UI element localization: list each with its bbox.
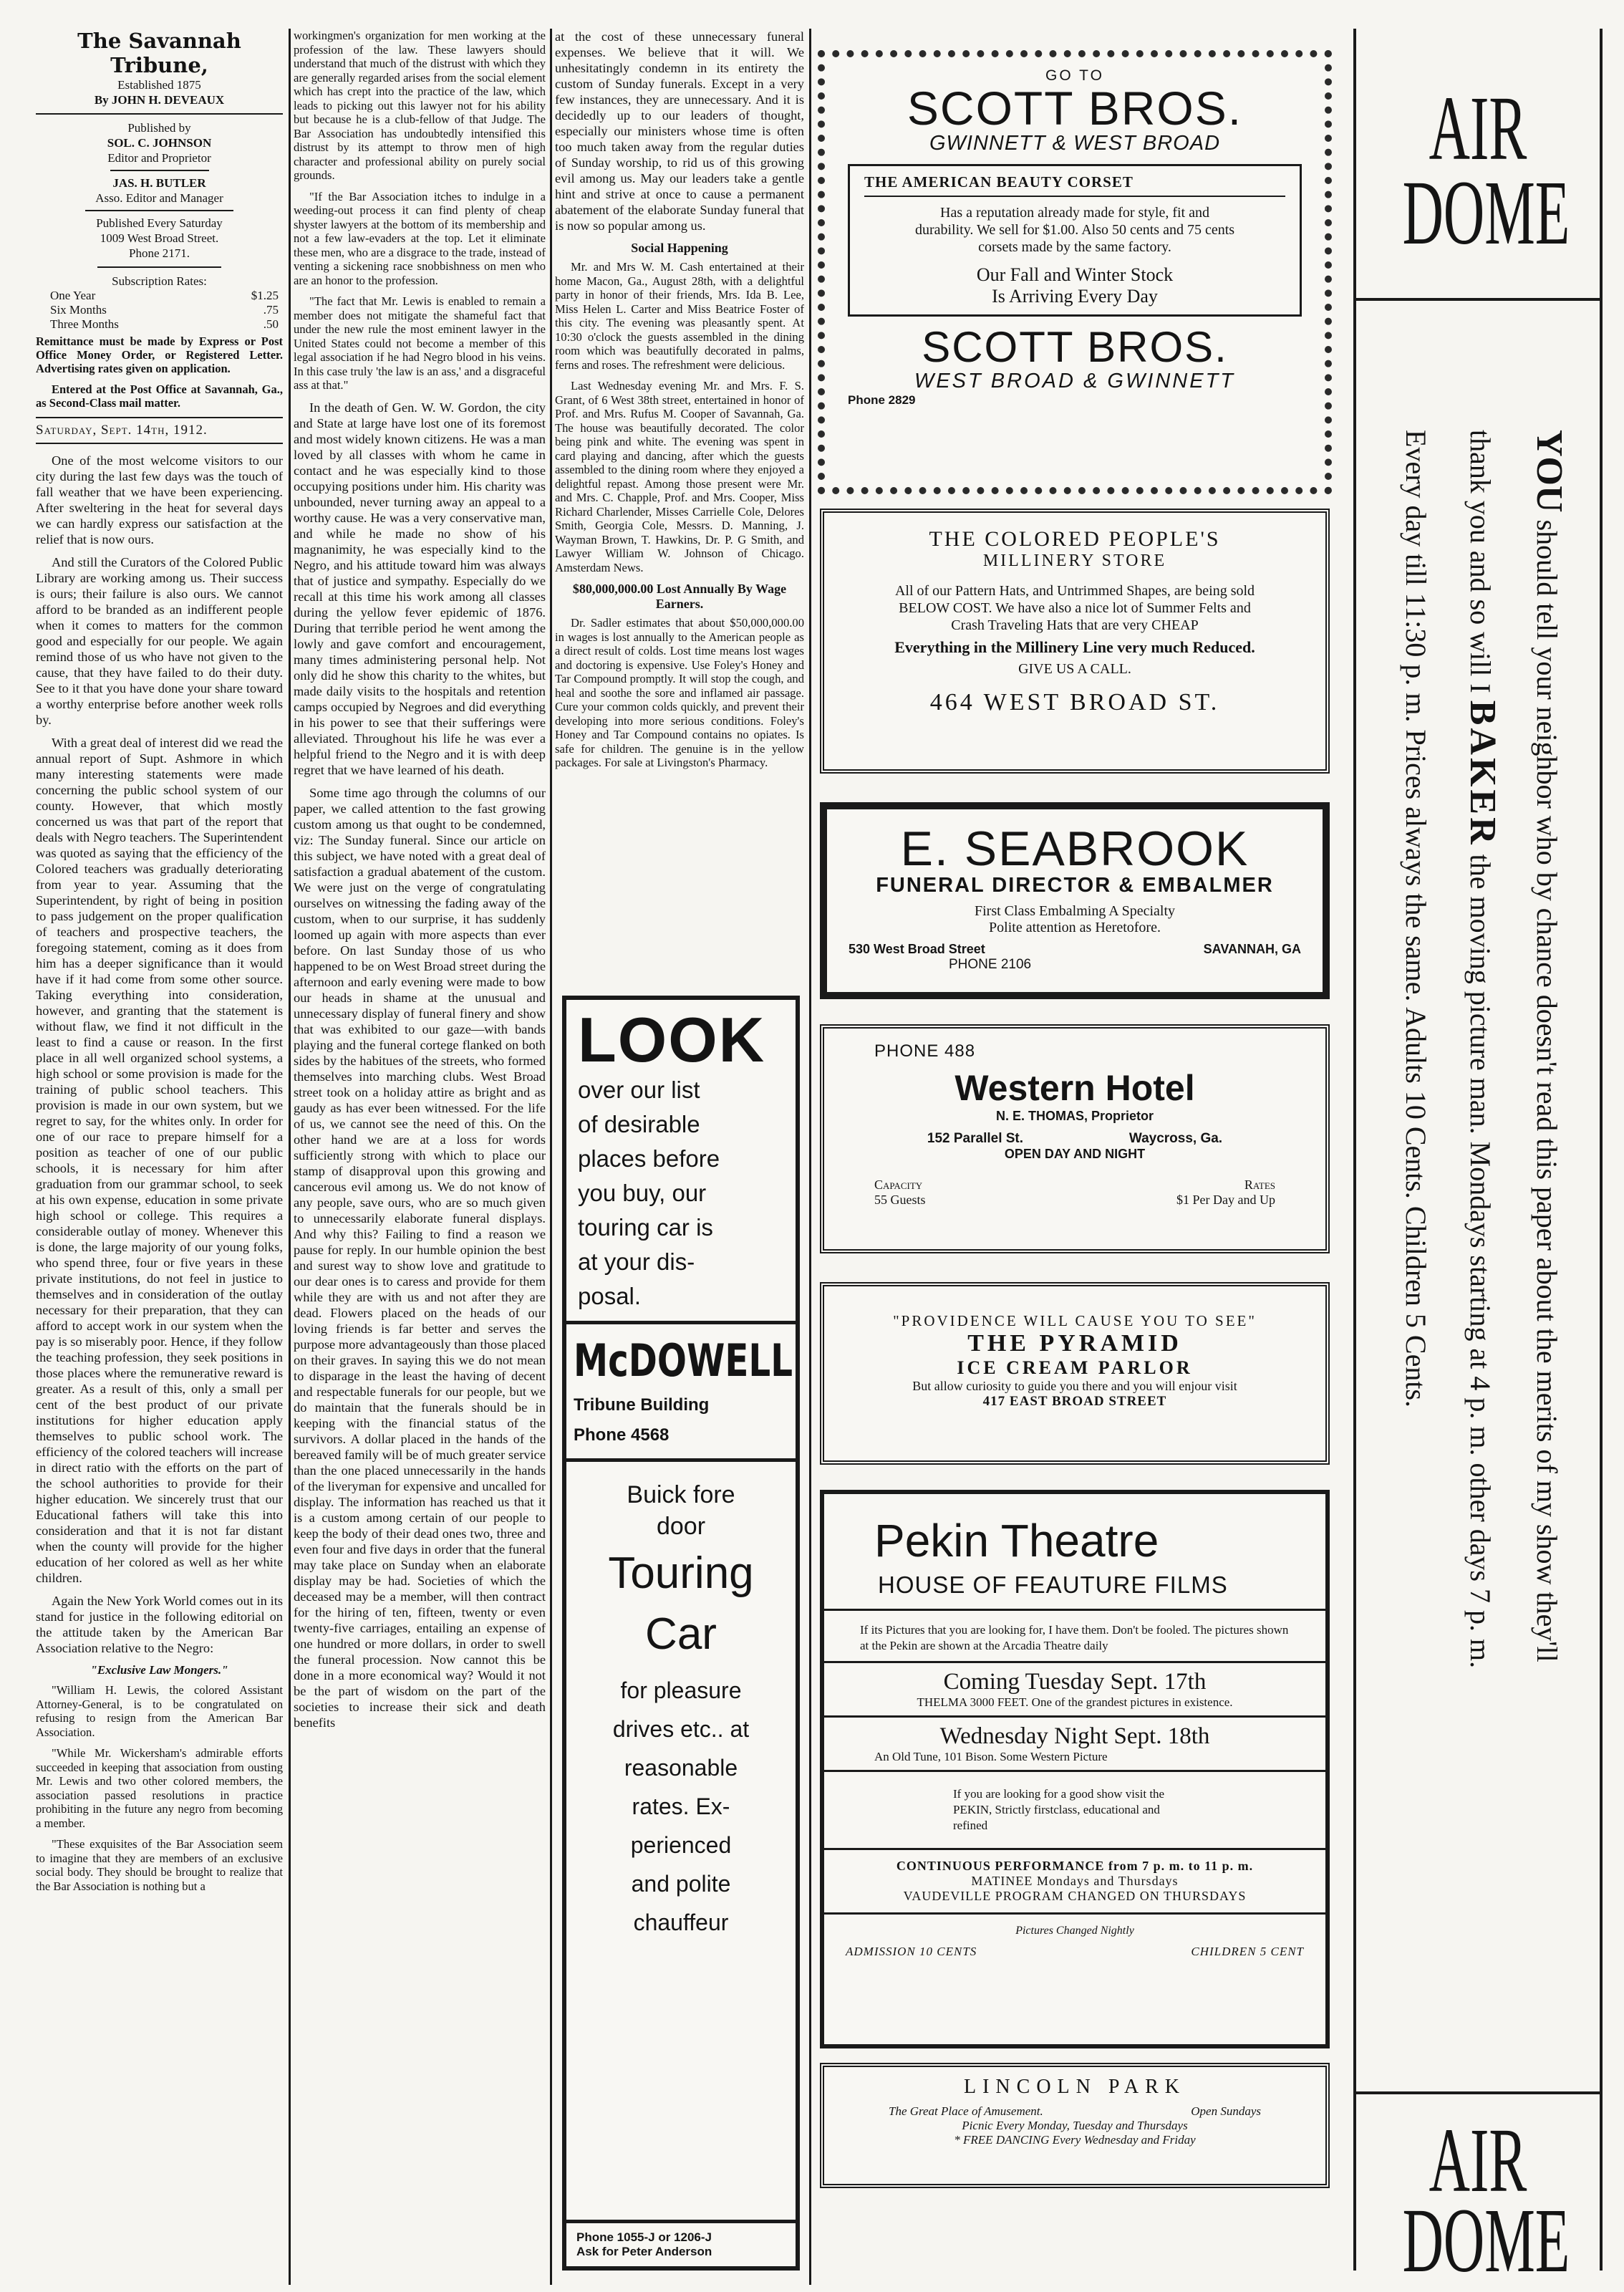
masthead-title: The Savannah Tribune, <box>77 29 241 77</box>
masthead-publisher-role: Editor and Proprietor <box>107 151 211 165</box>
seabrook-title: FUNERAL DIRECTOR & EMBALMER <box>876 874 1274 897</box>
corset-box <box>848 164 1302 317</box>
scott-address: GWINNETT & WEST BROAD <box>929 132 1221 155</box>
car-line: Buick fore <box>627 1481 735 1508</box>
mcdowell-footer: Phone 1055-J or 1206-J <box>576 2230 712 2244</box>
column-1 <box>36 29 283 2285</box>
masthead-published-by: Published by <box>127 121 191 135</box>
headline-loss: $80,000,000.00 Lost Annually By Wage Earners. <box>572 582 787 611</box>
column-rule <box>550 29 552 2285</box>
pyramid-ad <box>820 1282 1330 1465</box>
paragraph: With a great deal of interest did we read the annual report of Supt. Ashmore in which many interesting statements were made concerning the public school system of our county. However, that which mostly concerned us was that part of the report that deals with Negro teachers. The Superintendent was quoted as saying that the efficiency of the Colored teachers was gradually deteriorating from year to year. Assuming that the Superintendent, by right of being in position to pass judgement on the proper qualification of teachers and prospective teachers, the foregoing statement, coming as it does from him has a deeper significance than it would have if it had come from some other source. Taking everything into consideration, however, and granting that the statement is without flaw, we find it not difficult in the least to find a cause or reason. In the first place in all well organized school systems, a high school or some provision is made for the training of public school teachers. This provision is made in our own system, but we regret to say, for the whites only. In order for one of our race to prepare himself for a position as teacher of one of our public schools, it is necessary for him after graduation from our grammar school, to seek at his own expense, education in some private high school or college. This requires a considerable outlay of money. Whenever this is done, the large majority of our young folks, who spend three, four or five years in these private institutions, do not feel in justice to themselves and in consideration of the outlay necessary for their preparation, that they can afford to accept work in our system when the pay is so miserably poor. Hence, if they follow the teaching profession, they seek positions in those places where the remunerative reward is greater. As a result of this, only a small per cent of the best product of our private institutions for higher education apply themselves to public school work. The efficiency of the colored teachers will increase in direct ratio with the efforts on the part of the school authorities to provide for their higher education. We sincerely trust that our Educational fathers will take this into consideration and that it is not far distant when the county will provide for the higher education of her colored as well as her white children. <box>36 736 283 1585</box>
pekin-coming: Coming Tuesday Sept. 17th <box>943 1669 1207 1695</box>
look-line: places before <box>578 1145 720 1172</box>
scott-goto: GO TO <box>1045 67 1104 84</box>
seabrook-phone: PHONE 2106 <box>949 957 1032 972</box>
airdome-line: the moving picture man. Mondays starting at 4 p. m. other days 7 p. m. <box>1464 847 1497 1669</box>
paragraph: "The fact that Mr. Lewis is enabled to remain a member does not mitigate the shameful fact that under the new rule the most eminent lawyer in the United States could not become a member of this legal association if he had Negro blood in his veins. In this case truly 'the law is an ass,' and a disgraceful ass at that." <box>294 294 546 392</box>
mcdowell-name: McDOWELL <box>574 1334 793 1387</box>
seabrook-ad <box>820 802 1330 999</box>
airdome-vertical-text <box>1383 430 1581 2077</box>
capacity-label: Capacity <box>874 1178 923 1192</box>
paragraph: Dr. Sadler estimates that about $50,000,000.00 in wages is lost annually to the American people as a direct result of colds. Lost time means lost wages and doctoring is expensive. Use Foley's Honey and Tar Compound promptly. It will stop the cough, and heal and soothe the sore and inflamed air passage. Cure your common colds quickly, and prevent their developing into more serious conditions. Foley's Honey and Tar Compound contains no opiates. Is safe for children. The genuine is in the yellow packages. For sale at Livingston's Pharmacy. <box>555 616 804 769</box>
car-line: for pleasure <box>620 1677 742 1703</box>
airdome-bottom <box>1402 2109 1570 2291</box>
car-line: rates. Ex- <box>632 1793 730 1819</box>
paragraph: And still the Curators of the Colored Public Library are working among us. Their success is ours; their failure is also ours. We cannot afford to be branded as an indifferent people when it comes to matters for the common good and especially for our people. We again remind those of us who have not given to the cause, that they have failed to do their duty. See to it that you have done your share toward a worthy enterprise before another week rolls by. <box>36 555 283 727</box>
paragraph: Mr. and Mrs W. M. Cash entertained at their home Macon, Ga., August 28th, with a delightful party in honor of their friends, Mrs. Ida B. Lee, Miss Helen L. Carter and Miss Beatrice Foster of this city. The evening was pleasantly spent. At 10:30 o'clock the guests assembled in the dining room which was beautifully decorated in palms, ferns and roses. The refreshment were delicious. <box>555 260 804 372</box>
seabrook-line: First Class Embalming A Specialty <box>975 903 1175 919</box>
remittance-note: Remittance must be made by Express or Post Office Money Order, or Registered Letter. Advertising rates given on application. <box>36 334 283 375</box>
seabrook-city: SAVANNAH, GA <box>1203 942 1301 956</box>
western-name: Western Hotel <box>954 1068 1195 1108</box>
mcdowell-phone: Phone 4568 <box>574 1425 670 1445</box>
car-line: door <box>656 1513 706 1540</box>
airdome-top-air: AIR <box>1429 77 1527 179</box>
rate-row: Three Months .50 <box>50 317 279 331</box>
airdome-line: thank you and so will I <box>1464 430 1497 700</box>
paragraph: "While Mr. Wickersham's admirable efforts succeeded in keeping that association from ousting Mr. Lewis and two other colored members, the association passed resolutions in practice prohibiting in the future any negro from becoming a member. <box>36 1746 283 1830</box>
millinery-ad <box>820 509 1330 774</box>
rates-label: Rates <box>1244 1178 1275 1192</box>
pekin-looking: If you are looking for a good show visit the PEKIN, Strictly firstclass, educational and refined <box>953 1787 1165 1832</box>
mcdowell-building: Tribune Building <box>574 1395 710 1415</box>
millinery-line: Everything in the Millinery Line very much Reduced. <box>894 638 1255 656</box>
millinery-title: THE COLORED PEOPLE'S <box>929 527 1221 551</box>
airdome-ad <box>1353 29 1603 2291</box>
corset-title: THE AMERICAN BEAUTY CORSET <box>864 173 1285 197</box>
pyramid-address: 417 EAST BROAD STREET <box>982 1394 1167 1409</box>
western-proprietor: N. E. THOMAS, Proprietor <box>995 1109 1154 1123</box>
mcdowell-ad <box>562 996 800 2271</box>
scott-name-2: SCOTT BROS. <box>922 323 1228 371</box>
stock-line: Our Fall and Winter Stock <box>976 264 1174 285</box>
scott-address-2: WEST BROAD & GWINNETT <box>914 370 1236 393</box>
millinery-subtitle: MILLINERY STORE <box>982 552 1167 570</box>
pyramid-name: THE PYRAMID <box>967 1330 1182 1357</box>
scott-phone: Phone 2829 <box>848 393 916 407</box>
look-line: over our list <box>578 1077 700 1103</box>
western-address: 152 Parallel St. <box>927 1131 1024 1146</box>
car-big: Car <box>645 1609 717 1659</box>
car-line: reasonable <box>624 1755 738 1781</box>
scott-name: SCOTT BROS. <box>907 82 1243 135</box>
pekin-coming-sub: THELMA 3000 FEET. One of the grandest pictures in existence. <box>917 1695 1233 1709</box>
corset-body: Has a reputation already made for style, fit and durability. We sell for $1.00. Also 50 cents and 75 cents corsets made by the same factory. <box>914 205 1235 255</box>
look-line: of desirable <box>578 1111 700 1137</box>
airdome-top-dome: DOME <box>1402 162 1570 264</box>
dateline: Saturday, Sept. 14th, 1912. <box>36 417 283 444</box>
pekin-children: CHILDREN 5 CENT <box>1191 1945 1304 1958</box>
masthead-assoc-role: Asso. Editor and Manager <box>95 191 223 205</box>
masthead-publisher: SOL. C. JOHNSON <box>107 136 212 150</box>
western-phone: PHONE 488 <box>874 1041 976 1061</box>
pekin-subtitle: HOUSE OF FEAUTURE FILMS <box>878 1571 1228 1598</box>
column-rule <box>289 29 291 2285</box>
masthead-phone: Phone 2171. <box>129 246 190 260</box>
airdome-bottom-air: AIR <box>1429 2109 1527 2211</box>
pekin-admission: ADMISSION 10 CENTS <box>846 1945 977 1958</box>
western-open: OPEN DAY AND NIGHT <box>1004 1147 1146 1161</box>
lincoln-line: * FREE DANCING Every Wednesday and Friday <box>954 2133 1196 2147</box>
pekin-matinee: MATINEE Mondays and Thursdays <box>971 1874 1179 1888</box>
paragraph: One of the most welcome visitors to our city during the last few days was the touch of fall weather that we have been experiencing. After sweltering in the heat for several days we can hardly express our satisfaction at the relief that is now ours. <box>36 453 283 546</box>
airdome-bottom-dome: DOME <box>1402 2190 1570 2291</box>
lincoln-park-ad <box>820 2063 1330 2188</box>
column-rule <box>809 29 811 2285</box>
entered-note: Entered at the Post Office at Savannah, Ga., as Second-Class mail matter. <box>36 382 283 410</box>
lincoln-line: The Great Place of Amusement. <box>889 2104 1043 2118</box>
airdome-top <box>1402 77 1570 264</box>
lincoln-line: Picnic Every Monday, Tuesday and Thursdays <box>962 2119 1188 2132</box>
airdome-you: YOU <box>1529 430 1570 513</box>
rate-row: One Year $1.25 <box>50 289 279 302</box>
paragraph: Last Wednesday evening Mr. and Mrs. F. S. Grant, of 6 West 38th street, entertained in honor of Prof. and Mrs. Rufus M. Cooper of Savannah, Ga. The house was beautifully decorated. The color being pink and white. The evening was spent in card playing and dancing, after which the guests assembled to the dining room where they enjoyed a delightful repast. Among those present were Mr. and Mrs. C. Chapple, Prof. and Mrs. Cooper, Miss Richard Charlender, Misses Carrielle Cole, Delores Smith, Georgia Cole, Messrs. D. Manning, J. Wayman Brown, T. Hawkins, Dr. P. G Smith, and Lawyer William W. Johnson of Chicago. Amsterdam News. <box>555 379 804 574</box>
pekin-name: Pekin Theatre <box>874 1515 1159 1566</box>
masthead-published-every: Published Every Saturday <box>96 216 223 230</box>
lincoln-name: LINCOLN PARK <box>964 2076 1186 2098</box>
masthead-assoc-editor: JAS. H. BUTLER <box>112 176 206 190</box>
pyramid-quote: "PROVIDENCE WILL CAUSE YOU TO SEE" <box>893 1312 1257 1329</box>
western-hotel-ad <box>820 1024 1330 1253</box>
column-2 <box>294 29 546 2285</box>
sub-headline: "Exclusive Law Mongers." <box>90 1663 228 1677</box>
millinery-call: GIVE US A CALL. <box>1018 661 1131 677</box>
car-line: perienced <box>630 1832 732 1858</box>
pekin-wed-sub: An Old Tune, 101 Bison. Some Western Picture <box>874 1750 1108 1763</box>
millinery-address: 464 WEST BROAD ST. <box>929 689 1220 716</box>
look-line: posal. <box>578 1283 642 1309</box>
headline-social: Social Happening <box>631 241 728 255</box>
car-line: chauffeur <box>633 1910 729 1935</box>
rate-row: Six Months .75 <box>50 303 279 317</box>
rates-value: $1 Per Day and Up <box>1176 1193 1275 1207</box>
subscription-rates <box>36 289 283 332</box>
car-line: drives etc.. at <box>612 1716 750 1742</box>
paragraph: Again the New York World comes out in its stand for justice in the following editorial on the attitude taken by the American Bar Association relative to the Negro: <box>36 1594 283 1655</box>
look-line: you buy, our <box>578 1180 707 1206</box>
capacity-value: 55 Guests <box>874 1193 926 1207</box>
scott-bros-ad <box>818 50 1332 494</box>
pekin-theatre-ad <box>820 1490 1330 2048</box>
paragraph: "William H. Lewis, the colored Assistant Attorney-General, is to be congratulated on refusing to resign from the American Bar Association. <box>36 1683 283 1739</box>
paragraph: "These exquisites of the Bar Association seem to imagine that they are members of an exclusive social body. They should be brought to realize that the Bar Association is nothing but a <box>36 1837 283 1893</box>
seabrook-line: Polite attention as Heretofore. <box>989 920 1161 935</box>
paragraph: "If the Bar Association itches to indulge in a weeding-out process it can find plenty of cheap shyster lawyers at the bottom of its membership and not a few law-evaders at the top. Let it eliminate these men, who are a disgrace to the trade, instead of venting a sickening race snobbishness on men who are an honor to the profession. <box>294 189 546 287</box>
column-3 <box>555 29 804 1017</box>
lincoln-line: Open Sundays <box>1191 2104 1261 2118</box>
pekin-vaudeville: VAUDEVILLE PROGRAM CHANGED ON THURSDAYS <box>903 1889 1247 1903</box>
look-line: touring car is <box>578 1214 713 1241</box>
masthead <box>36 29 283 410</box>
paragraph: at the cost of these unnecessary funeral expenses. We believe that it will. We unhesitatingly condemn in its entirety the custom of Sunday funerals. Except in a very few instances, they are unnecessary. And it is decidedly up to our leaders of thought, especially our ministers whose time is often too much taken away from the regular duties of Sunday worship, to rid us of this growing evil among us. May our leaders take a gentle hint and strive at once to cause a permanent abatement of the elaborate Sunday funeral that is now so popular among us. <box>555 29 804 233</box>
seabrook-address: 530 West Broad Street <box>849 942 985 956</box>
paragraph: workingmen's organization for men working at the profession of the law. These lawyers should understand that much of the distrust with which they are generally regarded arises from the social element which has crept into the practice of the law, which leads to picking out this lawyer not for his ability but because he is a club-fellow of that Judge. The Bar Association has undoubtedly intensified this distrust by its attempt to throw men of high character and professional ability on purely social grounds. <box>294 29 546 182</box>
subscription-header: Subscription Rates: <box>112 274 207 288</box>
paragraph: In the death of Gen. W. W. Gordon, the city and State at large have lost one of its foremost and most widely known citizens. He was a man loved by all classes with whom he came in contact and he was especially kind to those occupying positions under him. His charity was unbounded, never turning away an appeal to a worthy cause. He was a very conservative man, and while he made no show of his magnanimity, he was especially kind to the Negro, and his attitude toward him was always that of justice and sympathy. Especially do we recall at this time his work among all classes during the yellow fever epidemic of 1876. During that terrible period he went among the lowly and gave comfort and encouragement, many times administering personal help. Not only did he show this charity to the whites, but made daily visits to the hospitals and retention camps occupied by Negroes and did everything in his power to see that their sufferings were alleviated. Throughout his life he was ever a helpful friend to the Negro and it is with deep regret that we have learned of his death. <box>294 400 546 777</box>
paragraph: Some time ago through the columns of our paper, we called attention to the fast growing custom among us that ought to be condemned, viz: The Sunday funeral. Since our article on this subject, we have noted with a great deal of satisfaction a gradual abatement of the custom. We were just on the verge of congratulating ourselves on witnessing the fading away of the custom, when to our surprise, it has suddenly loomed up again with more aspects than ever before. On last Sunday those of us who happened to be on West Broad street during the afternoon and early evening were made to bow our heads in shame at the unusual and unnecessary display of funeral finery and show that was exhibited to our gaze—with bands playing and the funeral cortege flanked on both sides by the habitues of the streets, who formed themselves into marching clubs. West Broad street took on a holiday attire as bright and as gaudy as has ever been witnessed. For the life of us, we cannot see the need of this. On the other hand we are at a loss for words sufficiently strong with which to place our stamp of disapproval upon this growing and cancerous evil among us. We do not know of any people, save ours, who are so much given to unnecessarily elaborate funeral displays. And why this? Failing to find a reason we pause for reply. In our humble opinion the best and surest way to show love and gratitude to our dear ones is to caress and provide for them while they are with us and not after they are dead. Flowers placed on the heads of our loving friends is far better and serves the purpose more advantageously than those placed on their graves. In saying this we do not mean to disparage in the least the having of decent and respectable funerals for our people, but we do maintain that the funerals should be in keeping with the financial status of the survivors. A dollar placed in the hands of the bereaved family will be of much greater service than the one placed unnecessarily in the hands of the liveryman for expensive and uncalled for display. The information has reached us that it is a custom among certain of our people to keep the body of their dead ones two, three and even four and five days in order that the funeral may take place on Sunday when an elaborate display may be had. Societies of which the deceased may be a member, will then contract for the hiring of ten, fifteen, twenty or even twenty-five carriages, entailing an expense of one hundred or more dollars, in order to swell the funeral procession. Now cannot this be done in a more economical way? Would it not be the part of wisdom on the part of the societies to increase their sick and death benefits <box>294 785 546 1730</box>
car-line: and polite <box>631 1871 731 1897</box>
airdome-line: Every day till 11:30 p. m. Prices always the same. Adults 10 Cents. Children 5 Cents. <box>1400 430 1432 1408</box>
look-headline: LOOK <box>578 1004 766 1075</box>
pyramid-body: But allow curiosity to guide you there and you will enjour visit <box>912 1379 1237 1393</box>
car-big: Touring <box>608 1549 754 1598</box>
masthead-established: Established 1875 <box>117 78 201 92</box>
airdome-line: should tell your neighbor who by chance doesn't read this paper about the merits of my show they'll <box>1531 512 1563 1662</box>
pekin-intro: If its Pictures that you are looking for, I have them. Don't be fooled. The pictures shown at the Pekin are shown at the Arcadia Theatre daily <box>860 1623 1289 1652</box>
masthead-founder: By JOHN H. DEVEAUX <box>94 93 225 107</box>
pekin-wed: Wednesday Night Sept. 18th <box>939 1723 1210 1749</box>
millinery-body: All of our Pattern Hats, and Untrimmed Shapes, are being sold BELOW COST. We have also a nice lot of Summer Felts and Crash Traveling Hats that are very CHEAP <box>894 583 1255 633</box>
seabrook-name: E. SEABROOK <box>900 822 1250 876</box>
look-line: at your dis- <box>578 1248 695 1275</box>
pyramid-sub: ICE CREAM PARLOR <box>957 1357 1193 1378</box>
airdome-baker: BAKER <box>1462 700 1503 847</box>
pekin-changed: Pictures Changed Nightly <box>1015 1925 1134 1937</box>
stock-line: Is Arriving Every Day <box>992 286 1158 307</box>
mcdowell-footer: Ask for Peter Anderson <box>576 2245 712 2258</box>
pekin-continuous: CONTINUOUS PERFORMANCE from 7 p. m. to 11 p. m. <box>896 1859 1254 1873</box>
masthead-address: 1009 West Broad Street. <box>100 231 219 245</box>
western-city: Waycross, Ga. <box>1128 1131 1223 1146</box>
